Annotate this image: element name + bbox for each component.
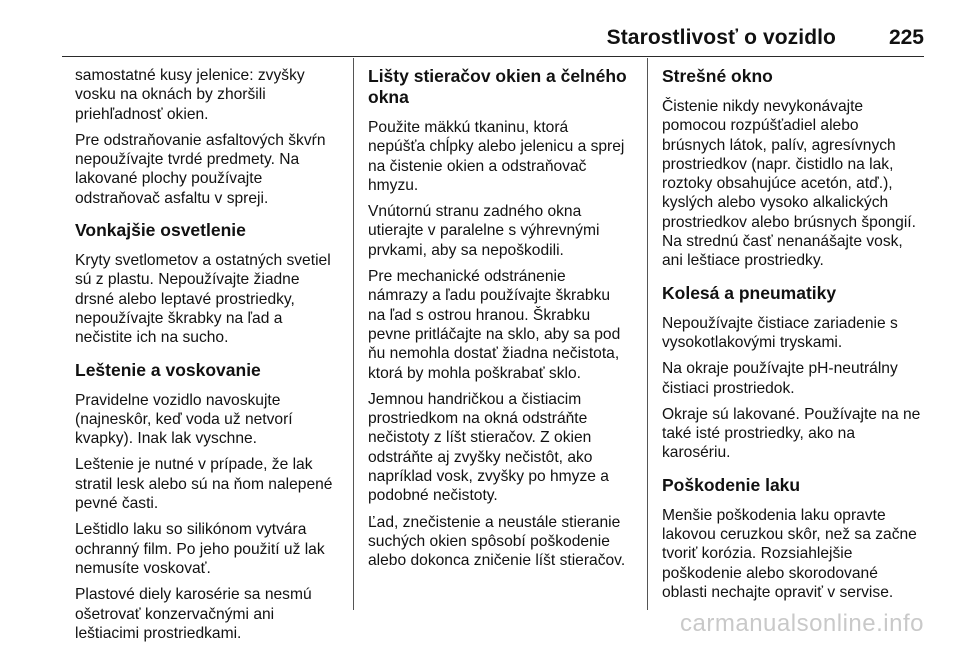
paragraph <box>75 131 350 208</box>
text-line: prvkami, aby sa nepoškodili. <box>368 241 564 259</box>
text-line: prostriedkom na okná odstráňte <box>368 410 588 428</box>
text-line: nemusíte voskovať. <box>75 559 211 577</box>
text-line: utierajte v paralelne s výhrevnými <box>368 222 600 240</box>
text-line: vosku na oknách by zhoršili <box>75 86 266 104</box>
text-line: prostriedkov alebo brúsnych špongií. <box>662 213 916 231</box>
text-line: také isté prostriedky, ako na <box>662 425 855 443</box>
column-left <box>75 66 350 650</box>
text-line: (najneskôr, keď voda už netvorí <box>75 410 293 428</box>
page-number: 225 <box>888 26 924 49</box>
text-line: Lišty stieračov okien a čelného <box>368 66 627 86</box>
text-line: ochranný film. Po jeho použití už lak <box>75 540 325 558</box>
text-line: odstraňovač asfaltu v spreji. <box>75 189 269 207</box>
text-line: pevné časti. <box>75 495 159 513</box>
paragraph <box>662 359 938 398</box>
text-line: nepoužívajte škrabky na ľad a <box>75 309 283 327</box>
text-line: ktorá by mohla poškrabať sklo. <box>368 364 581 382</box>
text-line: Nepoužívajte čistiace zariadenie s <box>662 314 898 332</box>
text-line: Plastové diely karosérie sa nesmú <box>75 586 312 604</box>
paragraph <box>368 390 640 506</box>
page-header <box>62 26 924 57</box>
watermark: carmanualsonline.info <box>680 610 924 637</box>
text-line: lakovou ceruzkou skôr, než sa začne <box>662 526 917 544</box>
text-line: na čistenie okien a odstraňovač <box>368 157 587 175</box>
text-line: čistiaci prostriedok. <box>662 379 795 397</box>
paragraph <box>75 66 350 124</box>
paragraph <box>75 251 350 347</box>
section-heading <box>368 66 640 108</box>
text-line: poškodenie alebo skorodované <box>662 564 878 582</box>
text-line: Okraje sú lakované. Používajte na ne <box>662 405 921 423</box>
text-line: ošetrovať konzervačnými ani <box>75 605 275 623</box>
text-line: prostriedkov (napr. čistidlo na lak, <box>662 155 894 173</box>
text-line: alebo dokonca zničenie líšt stieračov. <box>368 552 626 570</box>
text-line: ani leštiace prostriedky. <box>662 252 824 270</box>
text-line: Jemnou handričkou a čistiacim <box>368 390 582 408</box>
text-line: tvoriť korózia. Rozsiahlejšie <box>662 545 853 563</box>
text-line: Leštenie a voskovanie <box>75 359 261 380</box>
text-line: karosériu. <box>662 444 731 462</box>
paragraph <box>662 97 938 271</box>
text-line: priehľadnosť okien. <box>75 105 209 123</box>
text-line: okna <box>368 87 409 107</box>
text-line: pomocou rozpúšťadiel alebo <box>662 117 859 135</box>
section-heading <box>662 66 938 87</box>
text-line: podobné nečistoty. <box>368 487 498 505</box>
text-line: kvapky). Inak lak vyschne. <box>75 430 258 448</box>
text-line: odstráňte aj zvyšky nečistôt, ako <box>368 448 593 466</box>
text-line: Na strednú časť nenanášajte vosk, <box>662 233 903 251</box>
paragraph <box>368 202 640 260</box>
column-divider <box>353 58 354 610</box>
text-line: Menšie poškodenia laku opravte <box>662 506 886 524</box>
text-line: Leštenie je nutné v prípade, že lak <box>75 456 313 474</box>
text-line: Ľad, znečistenie a neustále stieranie <box>368 513 621 531</box>
paragraph <box>662 314 938 353</box>
text-line: Pre odstraňovanie asfaltových škvŕn <box>75 131 326 149</box>
text-line: Pravidelne vozidlo navoskujte <box>75 391 281 409</box>
text-line: Pre mechanické odstránenie <box>368 268 566 286</box>
text-line: Kryty svetlometov a ostatných svetiel <box>75 252 331 270</box>
text-line: leštiacimi prostriedkami. <box>75 624 242 642</box>
text-line: kyslých alebo vysoko alkalických <box>662 194 889 212</box>
column-right <box>662 66 938 609</box>
text-line: Kolesá a pneumatiky <box>662 282 837 303</box>
column-middle <box>368 66 640 578</box>
text-line: na ľad s ostrou hranou. Škrabku <box>368 306 591 324</box>
text-line: Leštidlo laku so silikónom vytvára <box>75 521 307 539</box>
text-line: nečistoty z líšt stieračov. Z okien <box>368 429 592 447</box>
text-line: Na okraje používajte pH-neutrálny <box>662 360 898 378</box>
paragraph <box>662 506 938 602</box>
text-line: ňu nemohla dostať žiadna nečistota, <box>368 345 620 363</box>
text-line: hmyzu. <box>368 176 419 194</box>
text-line: sú z plastu. Nepoužívajte žiadne <box>75 271 300 289</box>
paragraph <box>75 455 350 513</box>
paragraph <box>662 405 938 463</box>
text-line: Vnútornú stranu zadného okna <box>368 203 582 221</box>
paragraph <box>368 267 640 383</box>
paragraph <box>75 585 350 643</box>
text-line: roztoky obsahujúce acetón, atď.), <box>662 175 893 193</box>
paragraph <box>368 513 640 571</box>
text-line: vysokotlakovými tryskami. <box>662 333 843 351</box>
text-line: Strešné okno <box>662 66 773 86</box>
text-line: Čistenie nikdy nevykonávajte <box>662 98 864 115</box>
text-line: oblasti nechajte opraviť v servise. <box>662 583 894 601</box>
text-line: drsné alebo leptavé prostriedky, <box>75 290 295 308</box>
section-heading <box>662 283 938 304</box>
text-line: Použite mäkkú tkaninu, ktorá <box>368 119 569 136</box>
text-line: námrazy a ľadu používajte škrabku <box>368 287 611 305</box>
text-line: Vonkajšie osvetlenie <box>75 220 246 241</box>
paragraph <box>75 520 350 578</box>
text-line: Poškodenie laku <box>662 474 801 495</box>
text-line: pevne pritláčajte na sklo, aby sa pod <box>368 325 621 343</box>
text-line: stratil lesk alebo sú na ňom nalepené <box>75 475 333 493</box>
text-line: nepoužívajte tvrdé predmety. Na <box>75 151 300 169</box>
section-heading <box>75 220 350 241</box>
paragraph <box>368 118 640 195</box>
text-line: nepúšťa chĺpky alebo jelenicu a sprej <box>368 138 625 156</box>
text-line: napríklad vosk, zvyšky po hmyze a <box>368 468 609 486</box>
page-title: Starostlivosť o vozidlo <box>606 26 836 49</box>
section-heading <box>662 475 938 496</box>
section-heading <box>75 360 350 381</box>
text-line: brúsnych látok, palív, agresívnych <box>662 136 896 154</box>
text-line: samostatné kusy jelenice: zvyšky <box>75 67 305 84</box>
paragraph <box>75 391 350 449</box>
text-line: lakované plochy používajte <box>75 170 263 188</box>
text-line: suchých okien spôsobí poškodenie <box>368 532 610 550</box>
column-divider <box>647 58 648 610</box>
text-line: nečistite ich na sucho. <box>75 329 229 347</box>
